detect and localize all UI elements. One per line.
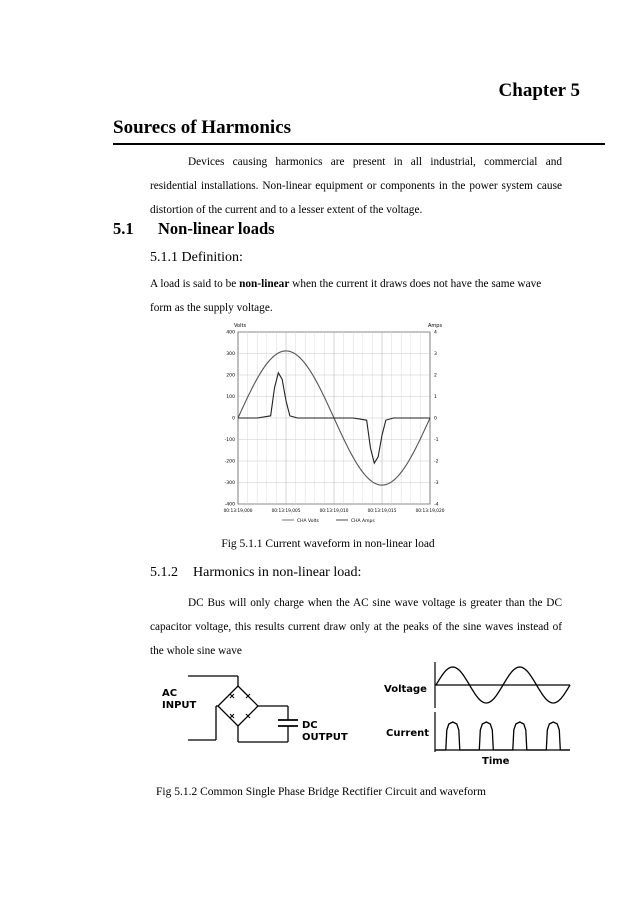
y-tick-left: 200: [226, 373, 235, 379]
current-label: Current: [386, 728, 430, 739]
y-tick-left: -100: [224, 438, 235, 444]
y-tick-left: 300: [226, 352, 235, 358]
x-tick-label: 00:13:19,005: [271, 509, 301, 514]
figure-2-caption: Fig 5.1.2 Common Single Phase Bridge Rectifier Circuit and waveform: [156, 786, 486, 798]
y-tick-left: -300: [224, 481, 235, 487]
y-tick-right: 4: [434, 330, 437, 336]
y-tick-right: 3: [434, 352, 437, 358]
definition-text-before: A load is said to be: [150, 278, 240, 290]
y-tick-left: 0: [232, 416, 235, 422]
subsection-5-1-1-heading: 5.1.1 Definition:: [150, 250, 243, 265]
x-tick-label: 00:13:19,015: [367, 509, 397, 514]
definition-text-after: when the current it draws does not have the same wave form as the supply voltage.: [150, 278, 542, 314]
waveform-axes: [435, 662, 570, 752]
y-axis-left-label: Volts: [234, 323, 247, 329]
legend-item-amps: CHA Amps: [351, 519, 375, 524]
waveform-chart: [208, 318, 448, 530]
y-tick-right: -3: [434, 481, 439, 487]
diode-bridge: [218, 686, 258, 726]
figure-1-caption: Fig 5.1.1 Current waveform in non-linear load: [221, 538, 435, 550]
section-title: Sourecs of Harmonics: [113, 117, 292, 138]
y-tick-left: 400: [226, 330, 235, 336]
y-tick-right: 0: [434, 416, 437, 422]
time-label: Time: [482, 756, 510, 767]
title-divider: [113, 143, 605, 145]
x-tick-label: 00:13:19,020: [415, 509, 445, 514]
y-tick-left: 100: [226, 395, 235, 401]
y-tick-right: 2: [434, 373, 437, 379]
x-tick-label: 00:13:19,010: [319, 509, 349, 514]
y-tick-right: -2: [434, 459, 439, 465]
legend-item-volts: CHA Volts: [297, 519, 319, 524]
chart-legend: [282, 518, 375, 524]
dc-output-label-line-1: DC: [302, 720, 318, 731]
rectifier-circuit: [188, 676, 298, 742]
y-tick-right: -4: [434, 502, 439, 508]
diode-mark: [230, 694, 234, 698]
section-5-1-number: 5.1: [113, 219, 134, 238]
ac-input-label-line-1: AC: [162, 688, 178, 699]
definition-bold-term: non-linear: [239, 278, 290, 290]
rectifier-figure: [150, 660, 580, 772]
intro-paragraph-text: Devices causing harmonics are present in all industrial, commercial and residential installations. Non-linear equipment or components in the power system cause distortion of the current and to a lesser extent of the voltage.: [150, 156, 562, 216]
definition-paragraph: [150, 272, 562, 320]
y-tick-right: 1: [434, 395, 437, 401]
subsection-5-1-2-number: 5.1.2: [150, 565, 178, 580]
y-tick-right: -1: [434, 438, 439, 444]
chapter-heading: Chapter 5: [498, 80, 580, 101]
section-5-1-title: Non-linear loads: [158, 219, 275, 238]
y-tick-left: -200: [224, 459, 235, 465]
y-axis-right-label: Amps: [428, 323, 443, 329]
dc-output-label-line-2: OUTPUT: [302, 732, 348, 743]
ac-input-label-line-2: INPUT: [162, 700, 197, 711]
subsection-5-1-2-title: Harmonics in non-linear load:: [193, 565, 362, 580]
intro-paragraph: [150, 150, 562, 222]
voltage-label: Voltage: [384, 684, 427, 695]
harmonics-paragraph-text: DC Bus will only charge when the AC sine wave voltage is greater than the DC capacitor voltage, this results current draw only at the peaks of the sine waves instead of the whole sine wave: [150, 597, 562, 657]
x-tick-label: 00:13:19,000: [223, 509, 253, 514]
y-tick-left: -400: [224, 502, 235, 508]
harmonics-paragraph: [150, 591, 562, 663]
current-pulses: [436, 722, 570, 750]
